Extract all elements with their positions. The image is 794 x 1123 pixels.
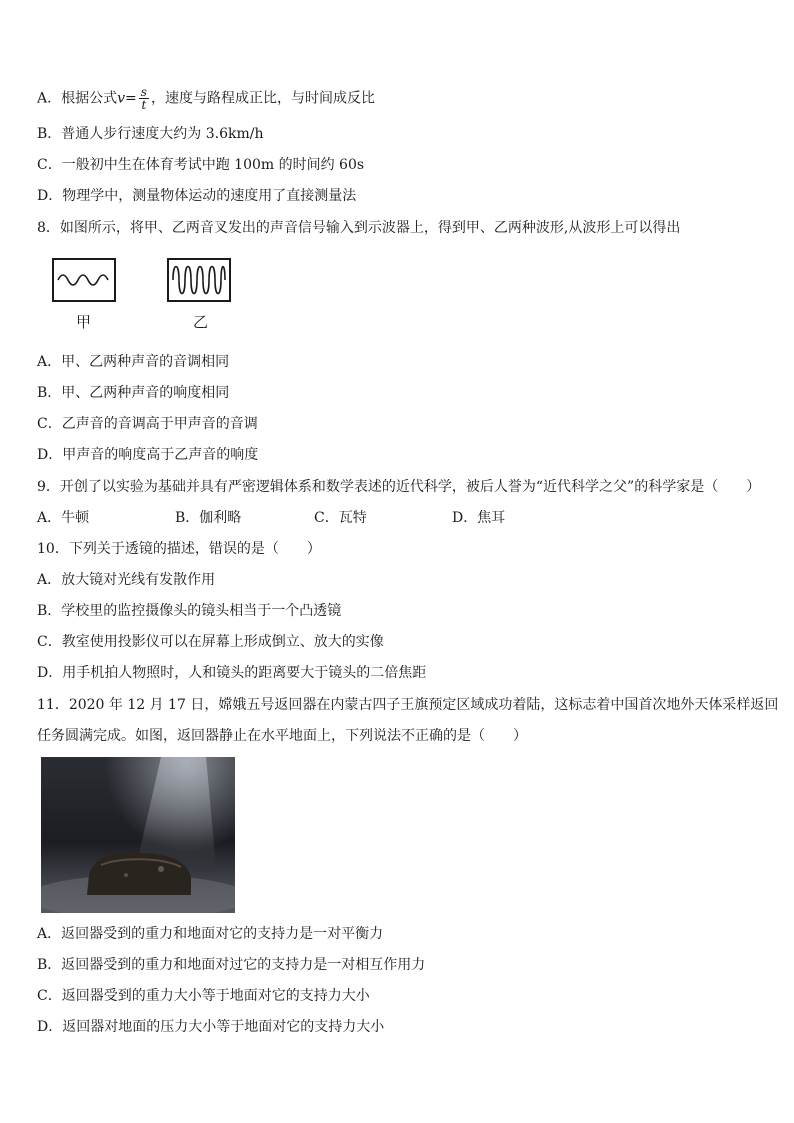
q10-option-c: C．教室使用投影仪可以在屏幕上形成倒立、放大的实像 (37, 634, 384, 650)
q9-stem: 9．开创了以实验为基础并具有严密逻辑体系和数学表述的近代科学，被后人誉为“近代科学之父”的科学家是（ ） (37, 479, 761, 495)
q10-stem: 10．下列关于透镜的描述，错误的是（ ） (37, 541, 321, 557)
waveform-jia-label: 甲 (76, 313, 92, 331)
q7-option-b: B．普通人步行速度大约为 3.6km/h (37, 126, 264, 142)
q11-option-a: A．返回器受到的重力和地面对它的支持力是一对平衡力 (37, 926, 384, 942)
q9-option-d: D．焦耳 (452, 510, 506, 526)
q11-option-c: C．返回器受到的重力大小等于地面对它的支持力大小 (37, 988, 370, 1004)
q9-option-c: C．瓦特 (314, 510, 367, 526)
waveform-yi-label: 乙 (193, 313, 209, 331)
waveform-jia (52, 258, 116, 306)
waveform-yi (167, 258, 231, 306)
formula-fraction: $\frac{s}{t}$ (140, 85, 147, 112)
q11-option-b: B．返回器受到的重力和地面对过它的支持力是一对相互作用力 (37, 957, 426, 973)
q8-option-a: A．甲、乙两种声音的音调相同 (37, 354, 230, 370)
q9-option-a: A．牛顿 (37, 510, 90, 526)
q8-option-b: B．甲、乙两种声音的响度相同 (37, 385, 230, 401)
q11-stem-line1: 11．2020 年 12 月 17 日，嫦娥五号返回器在内蒙古四子王旗预定区域成功着陆，这标志着中国首次地外天体采样返回 (37, 697, 779, 713)
q7-option-c: C．一般初中生在体育考试中跑 100m 的时间约 60s (37, 157, 365, 173)
q8-option-d: D．甲声音的响度高于乙声音的响度 (37, 447, 259, 463)
q7-option-d: D．物理学中，测量物体运动的速度用了直接测量法 (37, 188, 357, 204)
q8-stem: 8．如图所示，将甲、乙两音叉发出的声音信号输入到示波器上，得到甲、乙两种波形,从波形上可以得出 (37, 220, 681, 236)
formula-v: v (117, 90, 126, 107)
q11-stem-line2: 任务圆满完成。如图，返回器静止在水平地面上，下列说法不正确的是（ ） (37, 728, 527, 744)
return-capsule-photo (41, 757, 235, 913)
q7-option-a: A．根据公式v= $\frac{s}{t}$ ，速度与路程成正比，与时间成反比 (37, 85, 375, 112)
q9-option-b: B．伽利略 (175, 510, 242, 526)
q10-option-a: A．放大镜对光线有发散作用 (37, 572, 216, 588)
q10-option-d: D．用手机拍人物照时，人和镜头的距离要大于镜头的二倍焦距 (37, 665, 427, 681)
q11-option-d: D．返回器对地面的压力大小等于地面对它的支持力大小 (37, 1019, 385, 1035)
q10-option-b: B．学校里的监控摄像头的镜头相当于一个凸透镜 (37, 603, 342, 619)
q8-option-c: C．乙声音的音调高于甲声音的音调 (37, 416, 258, 432)
